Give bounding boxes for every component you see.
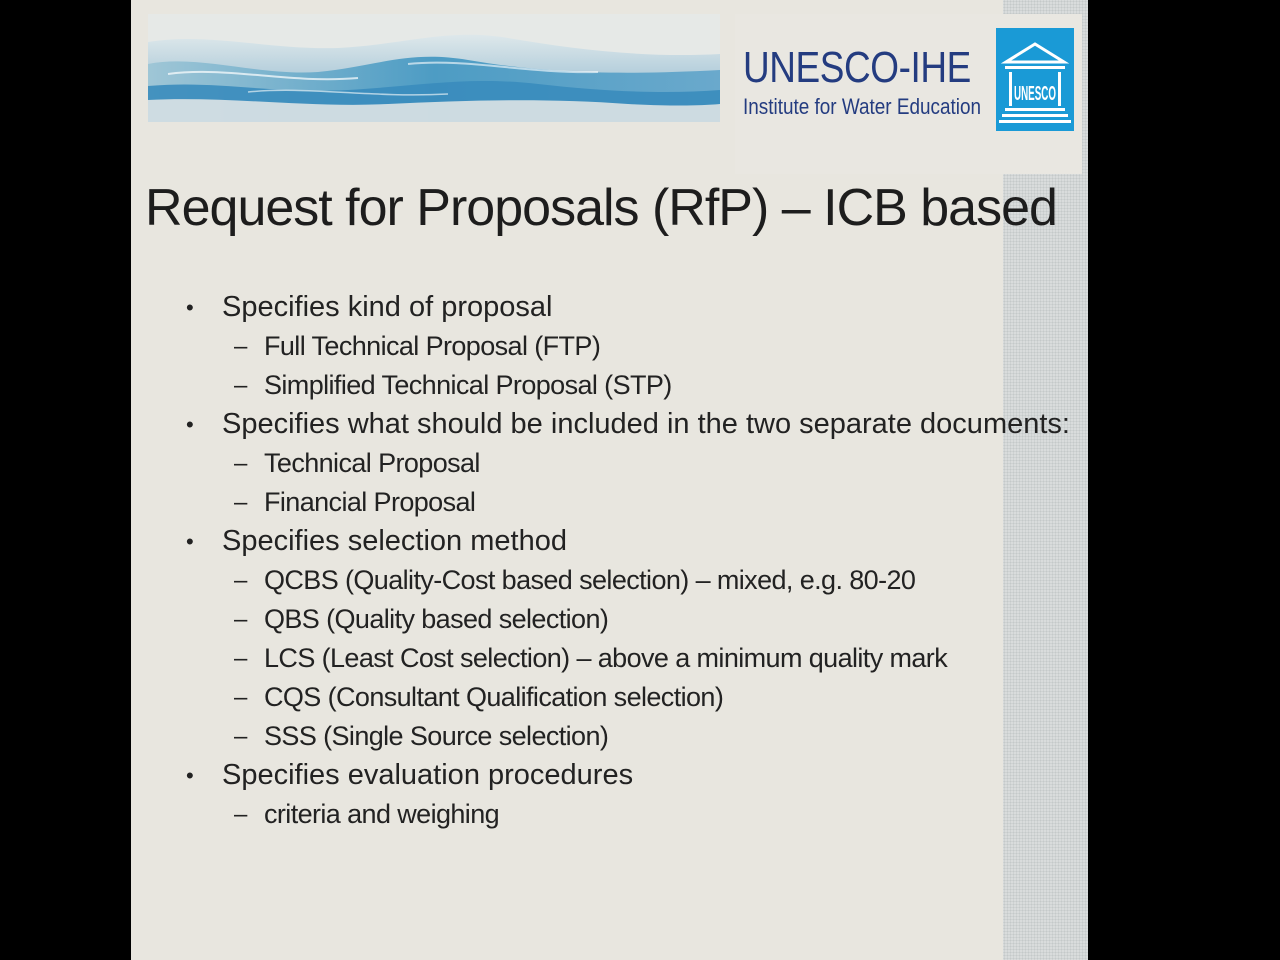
sub-item bbox=[186, 366, 1016, 405]
sub-item bbox=[186, 327, 1016, 366]
sub-item-text: Simplified Technical Proposal (STP) bbox=[264, 370, 672, 400]
sub-item bbox=[186, 795, 1016, 834]
sub-item bbox=[186, 600, 1016, 639]
sub-item-text: LCS (Least Cost selection) – above a minimum quality mark bbox=[264, 643, 948, 673]
bullet-list bbox=[186, 288, 1070, 834]
unesco-temple-emblem bbox=[996, 28, 1074, 131]
bullet-marker: • bbox=[186, 412, 194, 437]
bullet-text: Specifies what should be included in the two separate documents: bbox=[222, 408, 1070, 440]
dash-marker: – bbox=[234, 333, 247, 360]
sub-item bbox=[186, 639, 1016, 678]
bullet-marker: • bbox=[186, 295, 194, 320]
bullet-text: Specifies kind of proposal bbox=[222, 291, 553, 323]
dash-marker: – bbox=[234, 372, 247, 399]
dash-marker: – bbox=[234, 801, 247, 828]
sub-item-text: Full Technical Proposal (FTP) bbox=[264, 331, 601, 361]
sub-item-text: Financial Proposal bbox=[264, 487, 476, 517]
sub-item-text: Technical Proposal bbox=[264, 448, 480, 478]
water-wave-banner bbox=[148, 14, 720, 122]
bullet-text: Specifies evaluation procedures bbox=[222, 759, 634, 791]
brand-wordmark bbox=[743, 42, 993, 122]
dash-marker: – bbox=[234, 450, 247, 477]
bullet-item bbox=[186, 405, 1070, 444]
sub-item-text: CQS (Consultant Qualification selection) bbox=[264, 682, 724, 712]
bullet-item bbox=[186, 288, 1016, 327]
dash-marker: – bbox=[234, 489, 247, 516]
sub-item-text: criteria and weighing bbox=[264, 799, 500, 829]
sub-item-text: QCBS (Quality-Cost based selection) – mixed, e.g. 80-20 bbox=[264, 565, 916, 595]
dash-marker: – bbox=[234, 684, 247, 711]
brand-subtitle: Institute for Water Education bbox=[743, 94, 982, 119]
slide bbox=[131, 0, 1088, 960]
sub-item bbox=[186, 717, 1016, 756]
sub-item bbox=[186, 678, 1016, 717]
sub-item bbox=[186, 444, 1016, 483]
sub-item bbox=[186, 483, 1016, 522]
sub-item-text: SSS (Single Source selection) bbox=[264, 721, 609, 751]
bullet-text: Specifies selection method bbox=[222, 525, 567, 557]
bullet-marker: • bbox=[186, 529, 194, 554]
bullet-item bbox=[186, 756, 1016, 795]
dash-marker: – bbox=[234, 645, 247, 672]
dash-marker: – bbox=[234, 723, 247, 750]
bullet-marker: • bbox=[186, 763, 194, 788]
sub-item bbox=[186, 561, 1016, 600]
sub-item-text: QBS (Quality based selection) bbox=[264, 604, 609, 634]
dash-marker: – bbox=[234, 567, 247, 594]
slide-title: Request for Proposals (RfP) – ICB based bbox=[145, 179, 1057, 237]
emblem-text: UNESCO bbox=[1014, 83, 1056, 105]
brand-name: UNESCO-IHE bbox=[743, 43, 971, 92]
dash-marker: – bbox=[234, 606, 247, 633]
bullet-item bbox=[186, 522, 1016, 561]
